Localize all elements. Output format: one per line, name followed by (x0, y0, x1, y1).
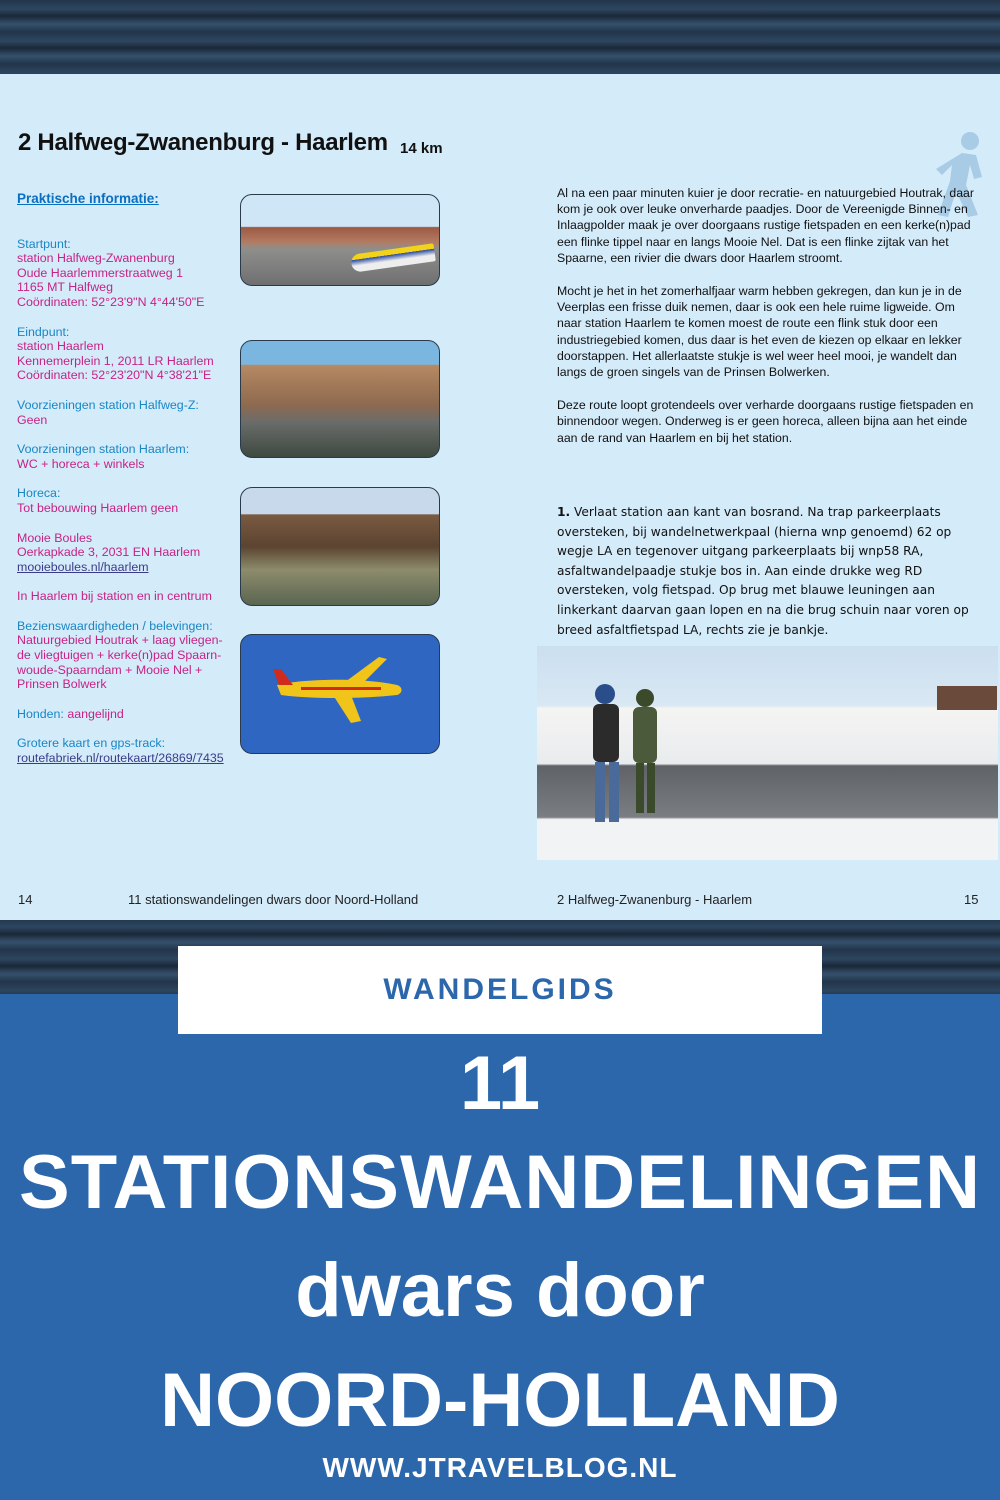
website-link[interactable]: WWW.JTRAVELBLOG.NL (322, 1452, 678, 1483)
practical-info-heading: Praktische informatie: (17, 191, 159, 206)
footer-book-title: 11 stationswandelingen dwars door Noord-Holland (128, 892, 419, 907)
footer-route-title: 2 Halfweg-Zwanenburg - Haarlem (557, 892, 753, 907)
route-introduction (557, 185, 982, 463)
route-distance: 14 km (400, 140, 443, 157)
intro-paragraph: Al na een paar minuten kuier je door recratie- en natuurgebied Houtrak, daar kom je ook over leuke onverharde paadjes. Door de Vereenigde Binnen- en Inlaagpolder maak je over doorgaans rustige fietspaden en een kerke(n)pad een flinke tippel naar en langs Mooie Nel. Dat is een flinke zijtak van het Spaarne, een rivier die dwars door Haarlem stroomt. (557, 186, 974, 265)
info-end: Eindpunt: station Haarlem Kennemerplein 1, 2011 LR Haarlem Coördinaten: 52°23'20"N 4°38'21"E (17, 324, 214, 383)
info-start: Startpunt: station Halfweg-Zwanenburg Oude Haarlemmerstraatweg 1 1165 MT Halfweg Coördinaten: 52°23'9"N 4°44'50"E (17, 236, 205, 309)
banner-line-4: NOORD-HOLLAND (160, 1358, 840, 1443)
mooieboules-link[interactable]: mooieboules.nl/haarlem (17, 559, 149, 574)
intro-paragraph: Mocht je het in het zomerhalfjaar warm hebben gekregen, dan kun je in de Veerplas een frisse duik nemen, daar is ook een hele ruime ligweide. Om naar station Haarlem te komen moest de route een flink stuk door een industriegebied komen, dus daar is het even de kiezen op elkaar en lekker doorstappen. Het allerlaatste stukje is wel weer heel mooi, je wandelt dan langs de groen singels van de Prinsen Bolwerken. (557, 284, 962, 380)
train-shape (350, 243, 436, 273)
category-tag: WANDELGIDS (178, 946, 822, 1034)
practical-info (17, 192, 237, 781)
step-number: 1. (557, 505, 571, 519)
route-title: 2 Halfweg-Zwanenburg - Haarlem (18, 129, 388, 156)
info-dogs: Honden: aangelijnd (17, 706, 124, 721)
info-facilities-start: Voorzieningen station Halfweg-Z: Geen (17, 397, 199, 427)
photo-mooie-boules (240, 487, 440, 606)
banner-line-3: dwars door (295, 1248, 705, 1333)
banner-line-2: STATIONSWANDELINGEN (19, 1140, 981, 1225)
banner-line-1: 11 (459, 1041, 541, 1126)
wood-background-top (0, 0, 1000, 80)
walkers-illustration (537, 646, 998, 860)
photo-snow-walkers (537, 646, 998, 860)
guide-spread (0, 74, 1000, 920)
intro-paragraph: Deze route loopt grotendeels over verharde doorgaans rustige fietspaden en binnendoor wegen. Onderweg is er geen horeca, alleen bijna aan het einde aan de rand van Haarlem en bij het station. (557, 398, 974, 445)
route-step-1 (557, 503, 977, 640)
info-horeca-haarlem: In Haarlem bij station en in centrum (17, 589, 212, 604)
info-horeca: Horeca: Tot bebouwing Haarlem geen (17, 486, 179, 515)
info-map: Grotere kaart en gps-track: routefabriek.nl/routekaart/26869/7435 (17, 736, 237, 765)
info-sights: Bezienswaardigheden / belevingen: Natuurgebied Houtrak + laag vliegen- de vliegtuigen + kerke(n)pad Spaarn- woude-Spaarndam + Mooie Nel + Prinsen Bolwerk (17, 618, 223, 692)
step-text: Verlaat station aan kant van bosrand. Na trap parkeerplaats oversteken, bij wandelnetwerkpaal (hierna wnp genoemd) 62 op wegje LA en tegenover uitgang parkeerplaats bij wnp58 RA, asfaltwandelpaadje stukje bos in. Aan einde drukke weg RD oversteken, volg fietspad. Op brug met blauwe leuningen aan linkerkant daarvan gaan lopen en na die brug schuin naar voren op breed asfaltfietspad LA, rechts zie je bankje. (557, 505, 969, 637)
routefabriek-link[interactable]: routefabriek.nl/routekaart/26869/7435 (17, 751, 224, 766)
airplane-icon (271, 655, 411, 725)
page-number-right: 15 (964, 892, 979, 907)
page-number-left: 14 (18, 892, 33, 907)
info-mooie-boules: Mooie Boules Oerkapkade 3, 2031 EN Haarlem mooieboules.nl/haarlem (17, 531, 237, 575)
photo-station-halfweg (240, 194, 440, 286)
photo-airplane (240, 634, 440, 754)
info-facilities-end: Voorzieningen station Haarlem: WC + horeca + winkels (17, 442, 190, 471)
photo-station-haarlem (240, 340, 440, 458)
